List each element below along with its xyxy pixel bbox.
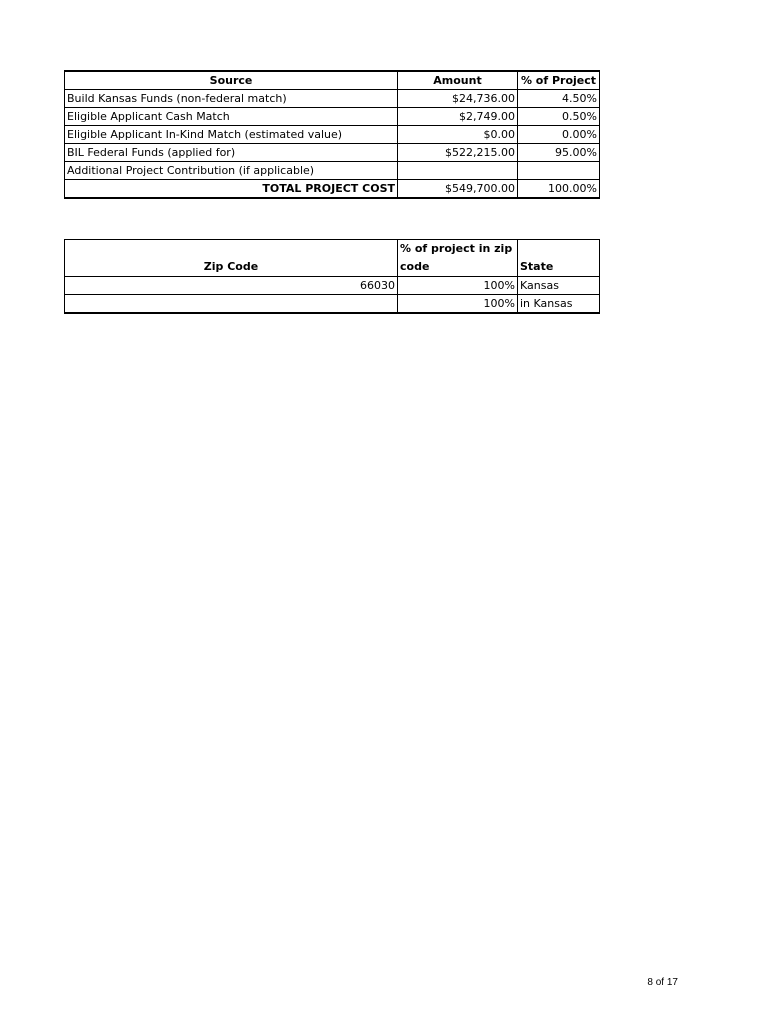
table-row	[65, 108, 600, 126]
percent-cell: 95.00%	[518, 144, 600, 162]
table-row	[65, 277, 600, 295]
zip-header-row	[65, 240, 600, 277]
percent-cell: 0.50%	[518, 108, 600, 126]
total-percent: 100.00%	[518, 180, 600, 199]
header-source: Source	[65, 71, 398, 90]
funding-sources-table	[64, 70, 600, 199]
amount-cell: $2,749.00	[398, 108, 518, 126]
source-cell: Eligible Applicant In-Kind Match (estimated value)	[65, 126, 398, 144]
header-zip-code: Zip Code	[65, 240, 398, 277]
table-row	[65, 126, 600, 144]
amount-cell: $24,736.00	[398, 90, 518, 108]
table-row	[65, 90, 600, 108]
state-cell: Kansas	[518, 277, 600, 295]
percent-cell: 4.50%	[518, 90, 600, 108]
table-row	[65, 162, 600, 180]
source-cell: Eligible Applicant Cash Match	[65, 108, 398, 126]
amount-cell	[398, 162, 518, 180]
source-cell: Additional Project Contribution (if applicable)	[65, 162, 398, 180]
source-cell: BIL Federal Funds (applied for)	[65, 144, 398, 162]
amount-cell: $0.00	[398, 126, 518, 144]
zip-cell: 66030	[65, 277, 398, 295]
zip-percent-cell: 100%	[398, 295, 518, 314]
header-amount: Amount	[398, 71, 518, 90]
zip-code-table	[64, 239, 600, 314]
total-amount: $549,700.00	[398, 180, 518, 199]
page-number: 8 of 17	[647, 977, 678, 988]
header-percent: % of Project	[518, 71, 600, 90]
percent-cell: 0.00%	[518, 126, 600, 144]
total-label: TOTAL PROJECT COST	[65, 180, 398, 199]
funding-header-row	[65, 71, 600, 90]
zip-percent-cell: 100%	[398, 277, 518, 295]
state-cell: in Kansas	[518, 295, 600, 314]
source-cell: Build Kansas Funds (non-federal match)	[65, 90, 398, 108]
percent-cell	[518, 162, 600, 180]
header-percent-in-zip: % of project in zip code	[398, 240, 518, 277]
table-row	[65, 144, 600, 162]
table-row	[65, 295, 600, 314]
zip-cell	[65, 295, 398, 314]
total-row	[65, 180, 600, 199]
amount-cell: $522,215.00	[398, 144, 518, 162]
header-state: State	[518, 240, 600, 277]
